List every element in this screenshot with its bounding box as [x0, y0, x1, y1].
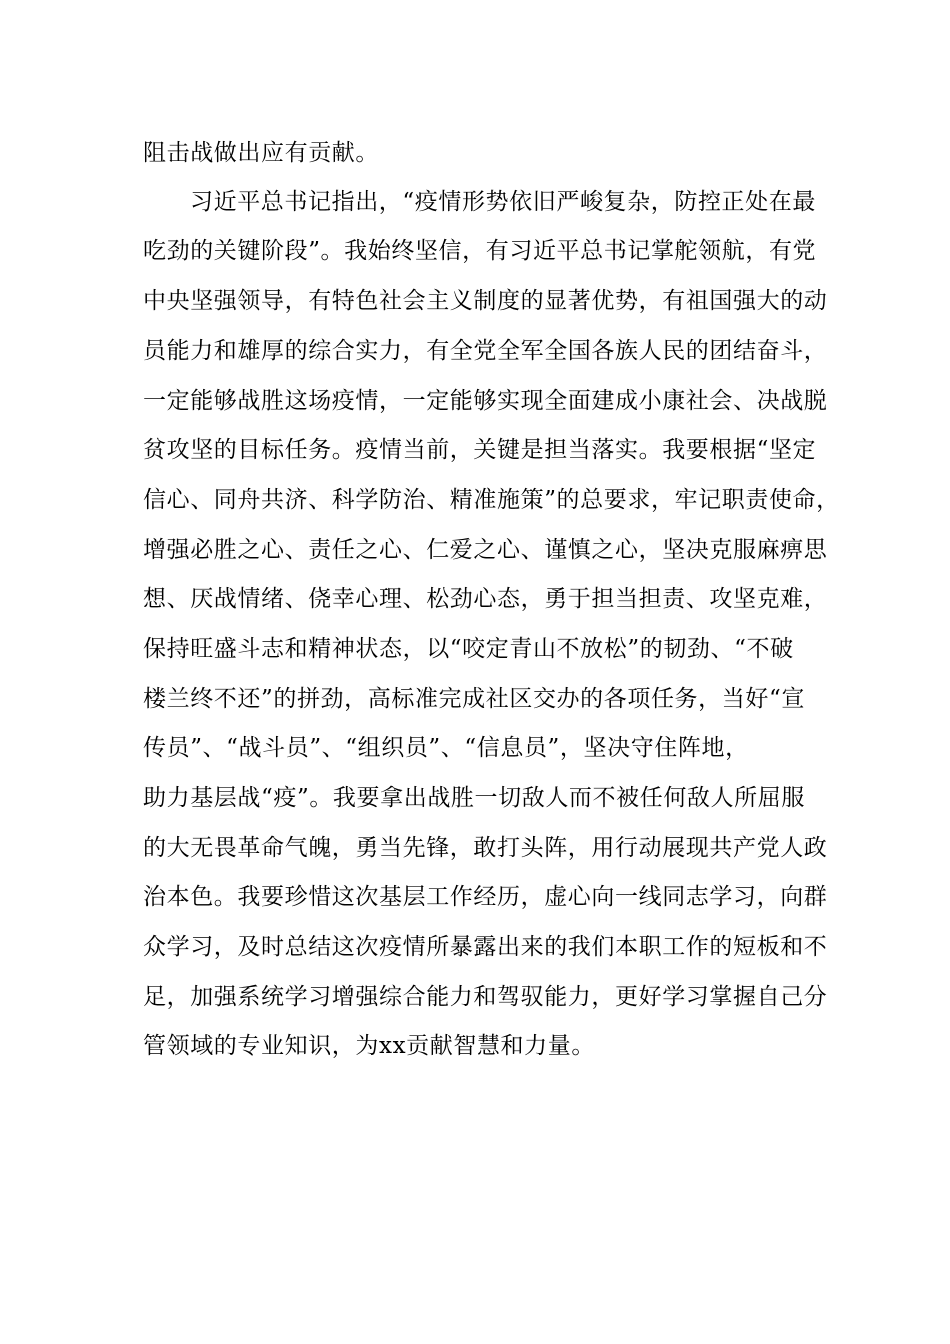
text-line: 中央坚强领导，有特色社会主义制度的显著优势，有祖国强大的动: [143, 288, 828, 314]
text-line: 一定能够战胜这场疫情，一定能够实现全面建成小康社会、决战脱: [143, 388, 828, 414]
text-line: 阻击战做出应有贡献。: [143, 140, 379, 166]
text-line: 的大无畏革命气魄，勇当先锋，敢打头阵，用行动展现共产党人政: [143, 835, 828, 861]
text-line: 习近平总书记指出，“疫情形势依旧严峻复杂，防控正处在最: [190, 189, 816, 215]
text-line: 想、厌战情绪、侥幸心理、松劲心态，勇于担当担责、攻坚克难，: [143, 586, 828, 612]
text-line: 员能力和雄厚的综合实力，有全党全军全国各族人民的团结奋斗，: [143, 338, 828, 364]
text-line: 足，加强系统学习增强综合能力和驾驭能力，更好学习掌握自己分: [143, 984, 828, 1010]
text-line: 保持旺盛斗志和精神状态，以“咬定青山不放松”的韧劲、“不破: [143, 636, 794, 662]
text-line: 信心、同舟共济、科学防治、精准施策”的总要求，牢记职责使命，: [143, 487, 840, 513]
text-line: 传员”、“战斗员”、“组织员”、“信息员”，坚决守住阵地，: [143, 735, 749, 761]
text-line: 贫攻坚的目标任务。疫情当前，关键是担当落实。我要根据“坚定: [143, 437, 817, 463]
text-line: 治本色。我要珍惜这次基层工作经历，虚心向一线同志学习，向群: [143, 884, 828, 910]
text-line: 吃劲的关键阶段”。我始终坚信，有习近平总书记掌舵领航，有党: [143, 238, 817, 264]
text-line: 楼兰终不还”的拼劲，高标准完成社区交办的各项任务，当好“宣: [143, 686, 805, 712]
text-line: 增强必胜之心、责任之心、仁爱之心、谨慎之心，坚决克服麻痹思: [143, 537, 828, 563]
text-line: 众学习，及时总结这次疫情所暴露出来的我们本职工作的短板和不: [143, 934, 828, 960]
text-line: 管领域的专业知识，为xx贡献智慧和力量。: [143, 1033, 595, 1059]
text-line: 助力基层战“疫”。我要拿出战胜一切敌人而不被任何敌人所屈服: [143, 785, 805, 811]
